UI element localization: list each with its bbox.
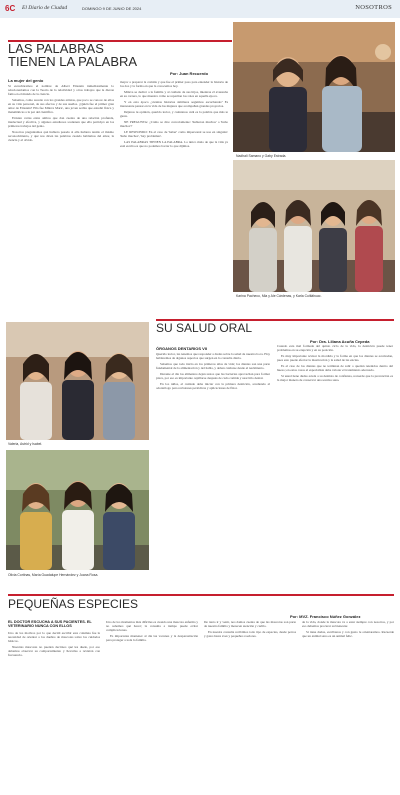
- page-number: 6C: [5, 4, 16, 13]
- article1-paragraph: Existen cartas entre ambos que dan cuenta de una relación profunda, intelectual y afectiva, y algunos estudiosos sostienen que ella participó en los primeros trabajos del genio.: [8, 116, 114, 128]
- article1-title-line1: LAS PALABRAS: [8, 41, 104, 56]
- section-label: NOSOTROS: [355, 4, 392, 11]
- article3-title: PEQUEÑAS ESPECIES: [8, 597, 139, 611]
- photo-group-two-women: [233, 22, 395, 152]
- article1-question: NE PREGUNTA: ¿Cómo se dice correctamente: 'hubieron muchos' o 'hubo muchos'?: [120, 120, 228, 128]
- article2-column-1: [156, 352, 270, 574]
- article2-paragraph: Durante el día los alimentos dejan restos que las bacterias aprovechan para formar placa, por eso es importante cepillarse después de cada comida y usar hilo dental.: [156, 372, 270, 380]
- article3-column-3: [204, 620, 296, 788]
- article1-paragraph: Y en esta época ¿cuántas historias similares seguimos escuchando? Es interesante pensar en la vida de las mujeres que acompañan grandes proyectos.: [120, 100, 228, 108]
- article2-paragraph: Cuando esta mal formada del quinto ciclo de la vida, la dentición puede tener problemas en su erupción y en su posición.: [277, 344, 393, 352]
- photo1-caption: Nadhali Samano y Gaby Estrada.: [236, 154, 287, 158]
- article1-paragraph: mayor a preparar la comida y que fue el primer paso para entender la historia de los dos y la forma en que la conocemos hoy.: [120, 80, 228, 88]
- photo-group-four-women: [233, 160, 395, 292]
- article3-paragraph: Uno de los momentos más difíciles es cuando una mascota enferma y no sabemos qué hacer; la consulta a tiempo puede evitar complicaciones.: [106, 620, 198, 632]
- article3-column-1: [8, 631, 100, 789]
- article1-paragraph: Sabemos, como sucede con los grandes artistas, que poco se conoce de ellos en su vida personal, de sus afectos y de sus sueños. ¿Quién fue el primer gran amor de Einstein? Ella fue Mileva Maric, una joven serbia que estudió física y matemáticas a la par del científico.: [8, 98, 114, 114]
- article3-paragraph: En nuestra consulta recibimos todo tipo de especies, desde perros y gatos hasta aves y pequeños roedores.: [204, 630, 296, 638]
- article3-kicker: EL DOCTOR ESCUCHA A SUS PACIENTES. EL VETERINARIO NUNCA CON ELLOS: [8, 620, 92, 629]
- article2-byline: Por: Dra. Liliana Acuña Cepeda: [310, 339, 370, 344]
- article2-column-2: [277, 344, 393, 574]
- article1-closing: LAS PALABRAS TIENEN LA PALABRA. Lo único malo de que la vida ya está escrita es que no podemos borrar lo que dijimos.: [120, 140, 228, 148]
- article3-paragraph: Nuestras mascotas no pueden decirnos qué les duele, por eso debemos observar su comportamiento y llevarlas a revisión con frecuencia.: [8, 645, 100, 657]
- photo-group-three-women: [6, 322, 149, 440]
- header-date: DOMINGO 9 DE JUNIO DE 2024: [82, 6, 142, 11]
- article1-paragraph: Déjanos tu opinión, querido lector, y cuéntanos cuál es la palabra que más te gusta.: [120, 110, 228, 118]
- article1-kicker: La mujer del genio: [8, 78, 44, 83]
- article3-paragraph: Es importante mantener al día las vacunas y la desparasitación para proteger a toda la familia.: [106, 634, 198, 642]
- photo2-caption: Karina Pacheco, Mia y Ale Cárdenas, y Karla Cuitláhuac.: [236, 294, 322, 298]
- article3-paragraph: Si tiene dudas, escríbanos y con gusto le orientaremos. Recuerde que un animal sano es un animal feliz.: [302, 630, 394, 638]
- article2-paragraph: Es el caso de los dientes que no terminan de salir o quedan retenidos dentro del hueso; en estos casos el especialista debe valorar el tratamiento adecuado.: [277, 364, 393, 372]
- article3-paragraph: De tanto ir y venir, nos damos cuenta de que las mascotas son parte de nuestra familia y merecen atención y cariño.: [204, 620, 296, 628]
- article3-byline: Por: MVZ. Francisco Núñez González: [290, 614, 361, 619]
- article2-paragraph: En los niños, el cuidado debe iniciar con la primera dentición, acudiendo al odontólogo para revisiones periódicas y aplicaciones de flúor.: [156, 382, 270, 390]
- article2-title: SU SALUD ORAL: [156, 321, 253, 335]
- article2-paragraph: Es muy importante revisar la mordida y la forma en que los dientes se acomodan, pues esto puede afectar la masticación y la salud de las encías.: [277, 354, 393, 362]
- article3-paragraph: Uno de los motivos por lo que decidí escribir esta columna fue la necesidad de orientar a los dueños de mascotas sobre los cuidados básicos.: [8, 631, 100, 643]
- article1-column-2: [120, 80, 228, 320]
- photo4-caption: Olivia Cortinas, María Guadalupe Hernández y Juana Rosa.: [8, 573, 99, 577]
- article2-paragraph: Querido lector, les tenemos que responder a dudas sobre la salud de nuestra boca. Hoy hablaremos de algunos aspectos que surgen en la consulta diaria.: [156, 352, 270, 360]
- article1-answer: LE RESPONDO: En el caso de 'haber' como impersonal se usa en singular: 'hubo muchos', 'hay problemas'.: [120, 130, 228, 138]
- article1-paragraph: Mileva se dedicó a la familia y al cuidado de sus hijos, mientras él avanzaba en su carrera, lo que muestra cómo se repartían los roles en aquella época.: [120, 90, 228, 98]
- photo3-caption: Valeria, Astrid y Isabel.: [8, 442, 43, 446]
- article2-kicker: ÓRGANOS DENTARIOS VII: [156, 346, 208, 351]
- article3-column-4: [302, 620, 394, 788]
- article3-column-2: [106, 620, 198, 788]
- article3-paragraph: de la vida, donde la mascota va a estar siempre con nosotros, y por eso debemos procurar su bienestar.: [302, 620, 394, 628]
- article2-paragraph: Si usted tiene dudas acuda a su dentista de confianza, recuerde que la prevención es la mejor manera de conservar una sonrisa sana.: [277, 374, 393, 382]
- article1-byline: Por: Juan Recuerdo: [170, 71, 209, 76]
- newspaper-name: El Diario de Ciudad: [22, 5, 68, 11]
- article3-top-bar: [8, 594, 394, 596]
- article1-paragraph: Si escucháramos el nombre de Albert Einstein inmediatamente lo relacionaríamos con la Teoría de la relatividad y otros trabajos que le dieron fama en el mundo de la ciencia.: [8, 84, 114, 96]
- photo-group-three-women-outdoor: [6, 450, 149, 570]
- article2-paragraph: Sabemos que todo inicia en los primeros años de vida; los dientes son una parte fundamental de la alimentación y del habla, y deben cuidarse desde el nacimiento.: [156, 362, 270, 370]
- article1-title-line2: TIENEN LA PALABRA: [8, 54, 138, 69]
- article1-paragraph: Nosotros preguntamos qué hubiera pasado si ella hubiera tenido el mismo reconocimiento, y qué nos dicen las palabras cuando hablamos del amor, la ciencia y el olvido.: [8, 130, 114, 142]
- article1-column-1: [8, 84, 114, 318]
